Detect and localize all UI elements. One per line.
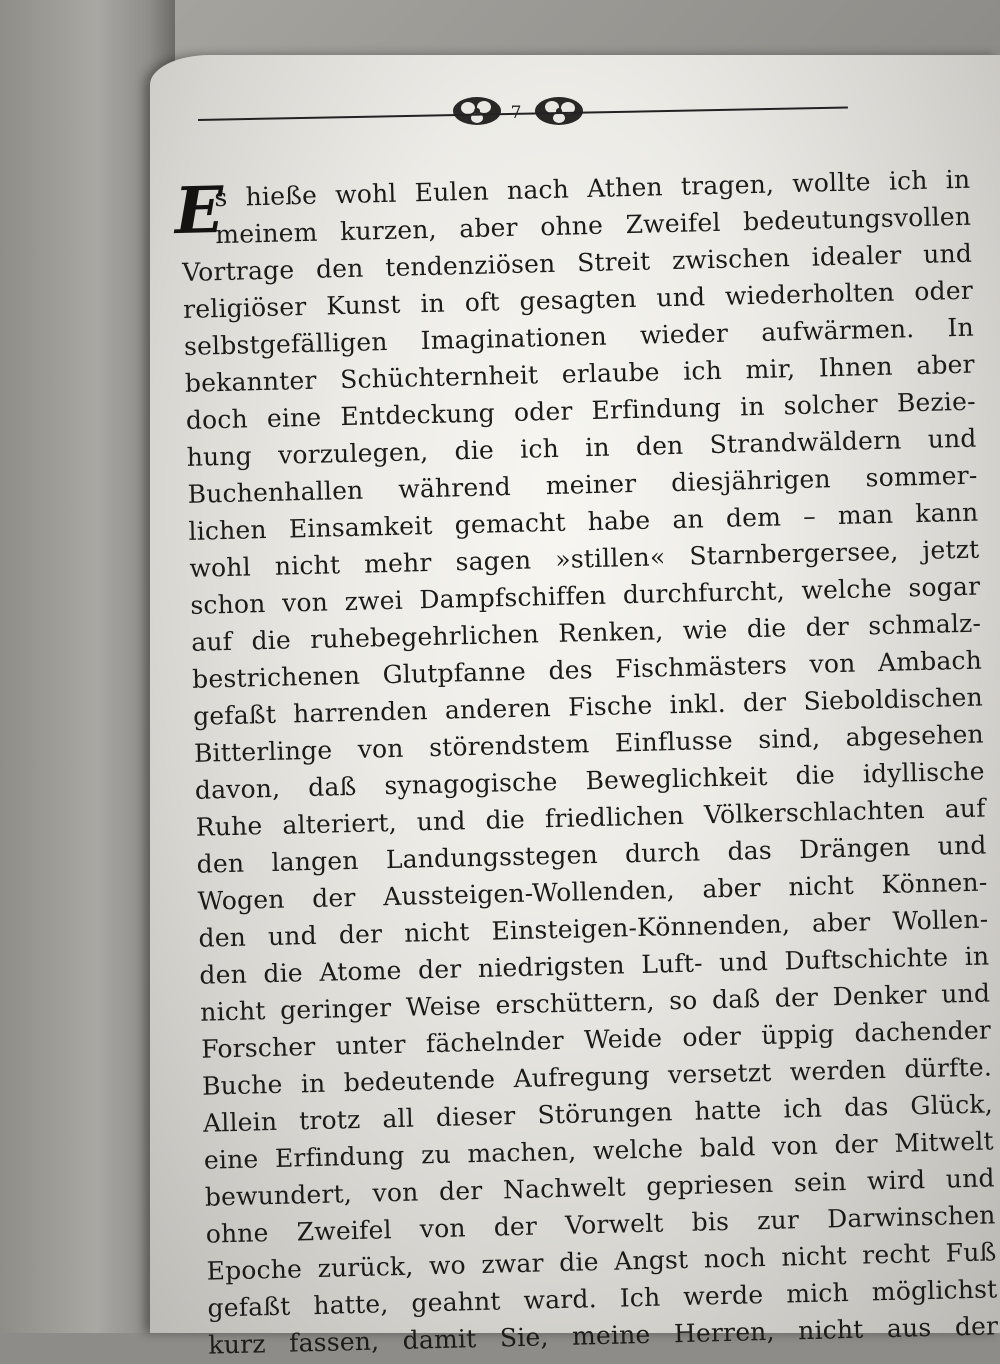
text-line: doch eine Entdeckung oder Erfindung in solcher Bezie- [185,386,976,435]
text-line: gefaßt harrenden anderen Fische inkl. der Sieboldischen [192,682,984,731]
text-line: ohne Zweifel von der Vorwelt bis zur Darwinschen [205,1200,996,1249]
text-line: bekannter Schüchternheit erlaube ich mir, Ihnen aber [184,349,976,398]
text-line: eine Erfindung zu machen, welche bald von der Mitwelt [203,1126,995,1175]
text-line: Buchenhallen während meiner diesjährigen sommer- [187,460,978,509]
text-line: Vortrage den tendenziösen Streit zwischen idealer und [181,238,973,287]
text-line: wohl nicht mehr sagen »stillen« Starnbergersee, jetzt [189,534,980,583]
drop-cap: E [173,172,225,250]
text-line: den die Atome der niedrigsten Luft- und Duftschichte in [199,941,990,990]
text-line: Bitterlinge von störendstem Einflusse sind, abgesehen [193,719,985,768]
text-line: Forscher unter fächelnder Weide oder üppig dachender [200,1015,992,1064]
text-line: hung vorzulegen, die ich in den Strandwäldern und [186,423,977,472]
text-line: s hieße wohl Eulen nach Athen tragen, wollte ich in [214,164,971,213]
text-line: auf die ruhebegehrlichen Renken, wie die der schmalz- [190,608,982,657]
floral-ornament-icon [450,93,504,129]
page-number: 7 [510,103,522,123]
text-line: Buche in bedeutende Aufregung versetzt werden dürfte. [201,1052,993,1101]
body-text [173,161,999,1364]
text-line: meinem kurzen, aber ohne Zweifel bedeutungsvollen [214,201,972,250]
text-line: Epoche zurück, wo zwar die Angst noch nicht recht Fuß [206,1237,997,1286]
text-line: Wogen der Aussteigen-Wollenden, aber nicht Können- [197,867,988,916]
text-line: bestrichenen Glutpfanne des Fischmästers von Ambach [191,645,983,694]
text-line: kurz fassen, damit Sie, meine Herren, nicht aus der [208,1311,999,1360]
text-line: den und der nicht Einsteigen-Könnenden, aber Wollen- [198,904,989,953]
text-line: davon, daß synagogische Beweglichkeit die idyllische [194,756,986,805]
facing-page-edge [0,0,175,1333]
text-line: Allein trotz all dieser Störungen hatte ich das Glück, [202,1089,994,1138]
book-page [150,55,1000,1360]
text-line: nicht geringer Weise erschüttern, so daß der Denker und [199,978,991,1027]
text-line: gefaßt hatte, geahnt ward. Ich werde mich möglichst [207,1274,998,1323]
text-line: bewundert, von der Nachwelt gepriesen sein wird und [204,1163,995,1212]
text-line: selbstgefälligen Imaginationen wieder aufwärmen. In [183,312,975,361]
text-line: den langen Landungsstegen durch das Drängen und [196,830,987,879]
text-line: religiöser Kunst in oft gesagten und wiederholten oder [182,275,974,324]
text-line: Ruhe alteriert, und die friedlichen Völkerschlachten auf [195,793,986,842]
text-line: schon von zwei Dampfschiffen durchfurcht, welche sogar [190,571,981,620]
text-line: lichen Einsamkeit gemacht habe an dem – man kann [188,497,979,546]
